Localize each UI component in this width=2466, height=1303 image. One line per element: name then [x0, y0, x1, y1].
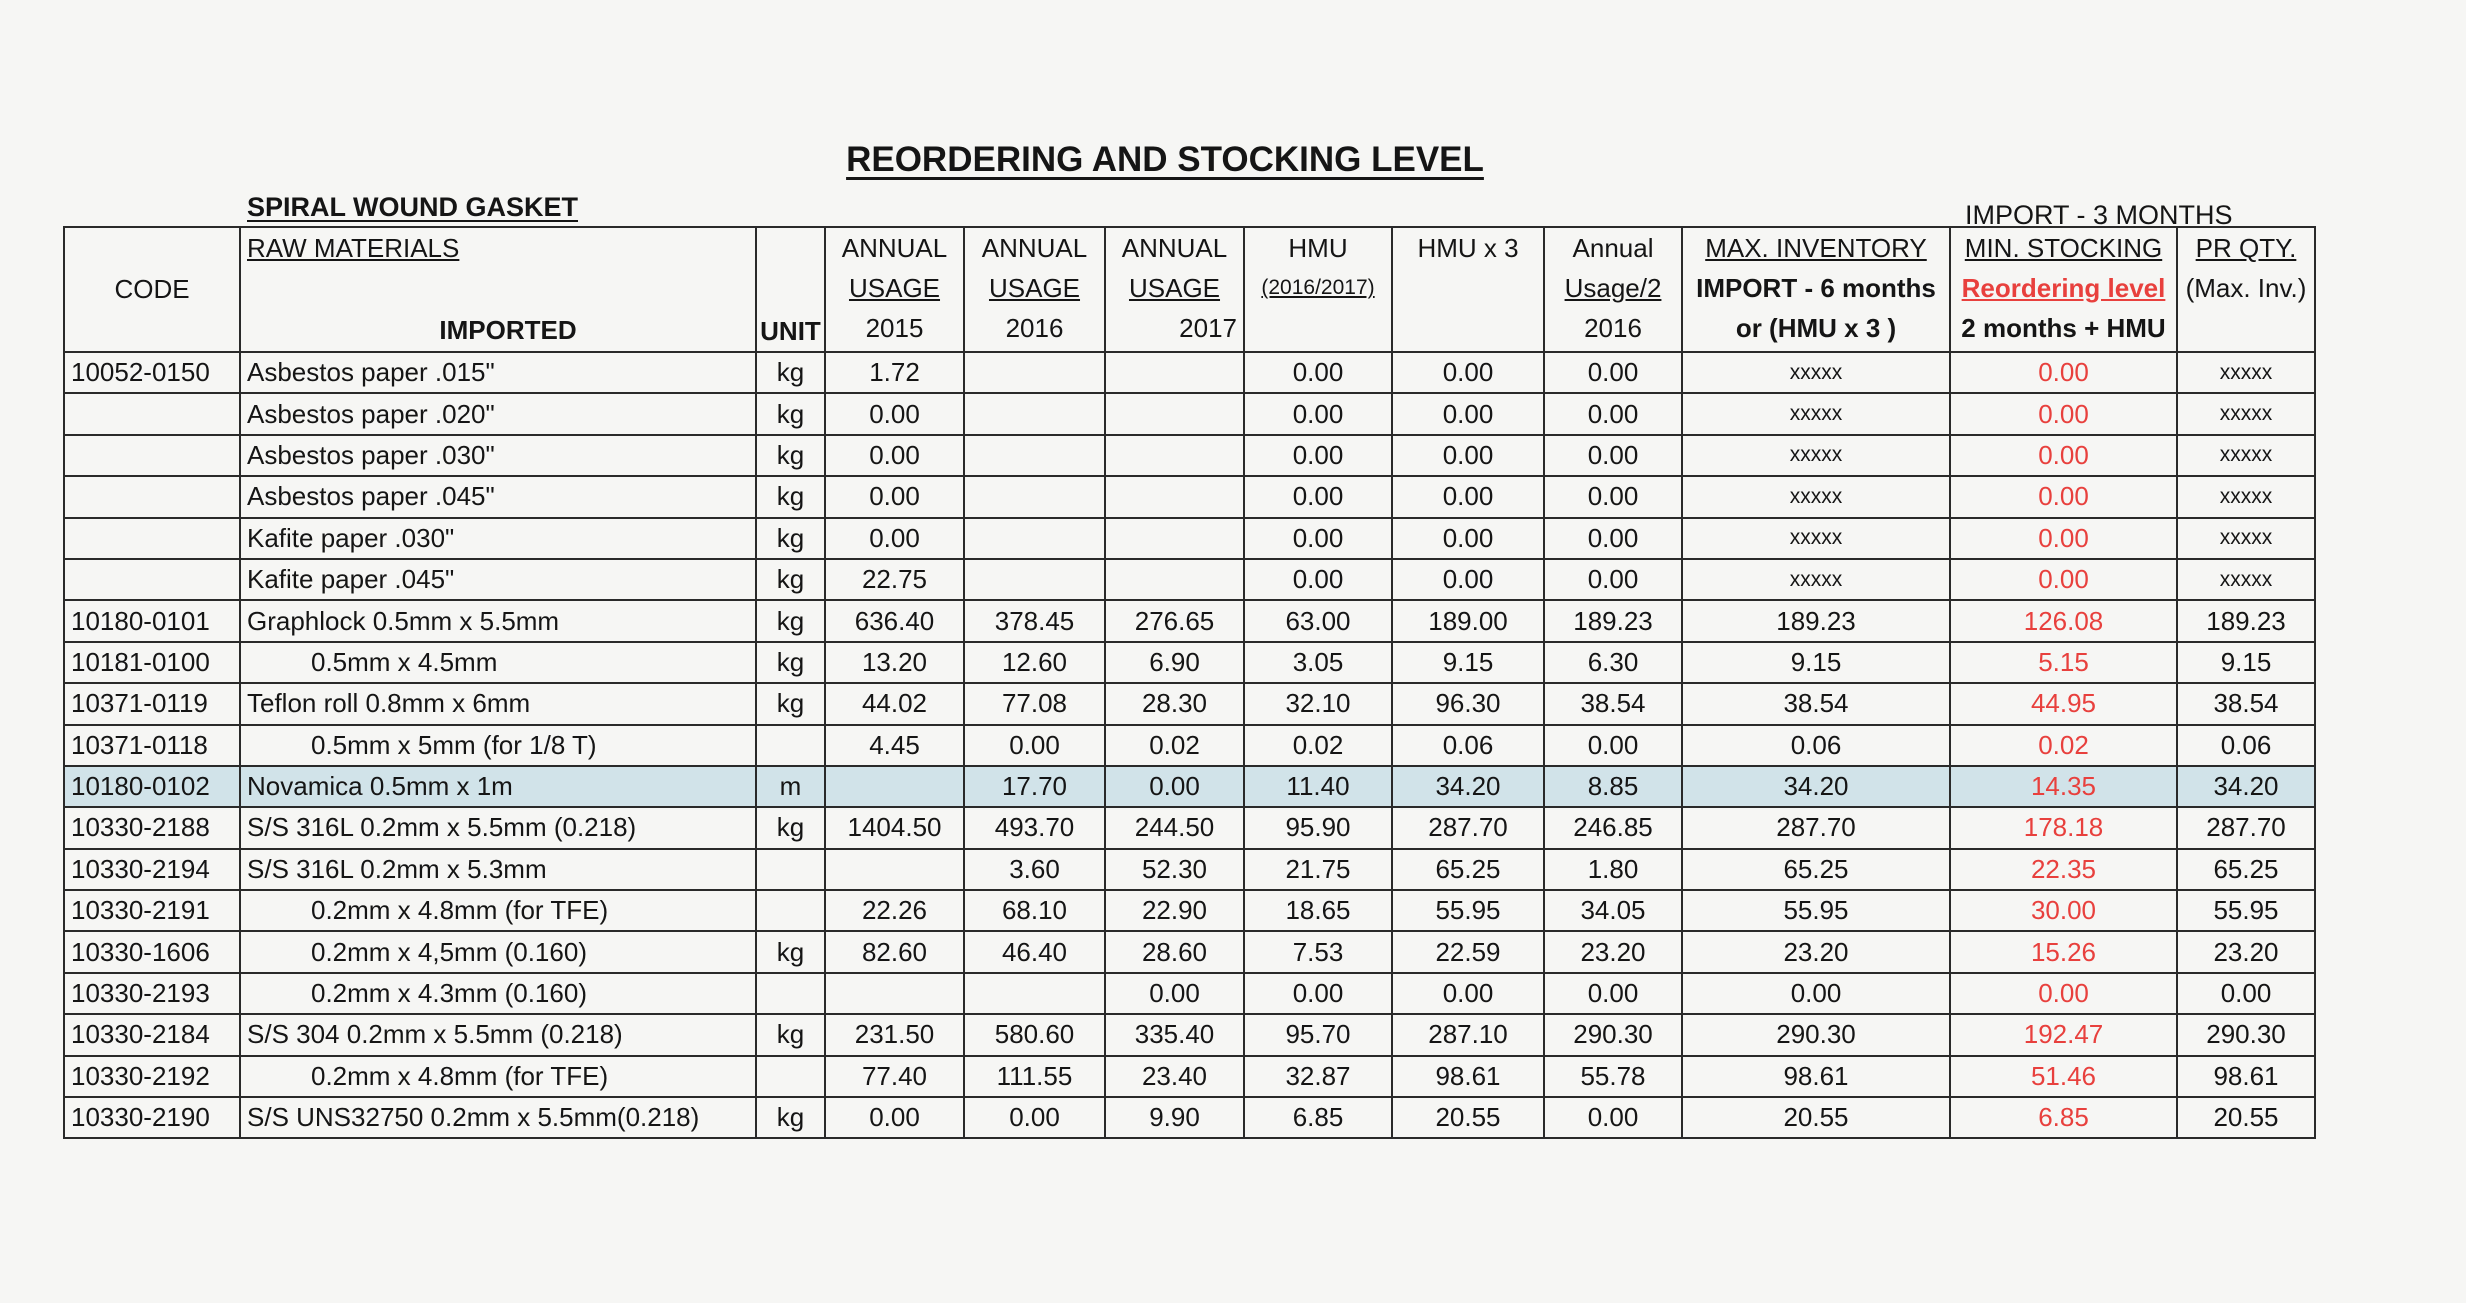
table-row — [64, 1014, 2315, 1055]
pr-qty-cell: 65.25 — [2177, 849, 2315, 890]
usage-2016-cell: 3.60 — [964, 849, 1105, 890]
usage-2017-cell: 244.50 — [1105, 807, 1244, 848]
annual-usage-half-cell: 0.00 — [1544, 352, 1682, 393]
usage-2016-cell — [964, 973, 1105, 1014]
hmu-cell: 7.53 — [1244, 931, 1392, 972]
hmu-x3-cell: 0.00 — [1392, 973, 1544, 1014]
annual-usage-half-cell: 246.85 — [1544, 807, 1682, 848]
unit-cell: m — [756, 766, 825, 807]
material-cell: Asbestos paper .015" — [240, 352, 756, 393]
hmu-x3-cell: 20.55 — [1392, 1097, 1544, 1138]
unit-header: UNIT — [756, 227, 825, 352]
usage-2016-cell — [964, 393, 1105, 434]
table-row — [64, 1097, 2315, 1138]
usage-2017-cell: 0.00 — [1105, 766, 1244, 807]
max-inventory-cell: 55.95 — [1682, 890, 1950, 931]
usage-2017-cell — [1105, 559, 1244, 600]
table-row — [64, 476, 2315, 517]
code-cell — [64, 393, 240, 434]
table-row — [64, 683, 2315, 724]
material-cell: S/S 304 0.2mm x 5.5mm (0.218) — [240, 1014, 756, 1055]
hmu-cell: 0.00 — [1244, 518, 1392, 559]
usage-2015-cell: 0.00 — [825, 393, 964, 434]
hmu-x3-cell: 98.61 — [1392, 1056, 1544, 1097]
usage-2016-cell: 378.45 — [964, 600, 1105, 641]
usage-2017-header: ANNUAL USAGE 2017 — [1105, 227, 1244, 352]
hmu-x3-cell: 55.95 — [1392, 890, 1544, 931]
material-cell: Asbestos paper .045" — [240, 476, 756, 517]
max-inventory-cell: 287.70 — [1682, 807, 1950, 848]
min-stocking-cell: 0.00 — [1950, 476, 2177, 517]
import-note: IMPORT - 3 MONTHS — [1965, 200, 2233, 230]
code-cell: 10330-1606 — [64, 931, 240, 972]
min-stocking-cell: 30.00 — [1950, 890, 2177, 931]
usage-2017-cell — [1105, 435, 1244, 476]
hmu-x3-cell: 0.00 — [1392, 393, 1544, 434]
pr-qty-cell: 290.30 — [2177, 1014, 2315, 1055]
code-cell: 10330-2193 — [64, 973, 240, 1014]
pr-qty-cell: 98.61 — [2177, 1056, 2315, 1097]
hmu-x3-cell: 0.00 — [1392, 518, 1544, 559]
table-row — [64, 849, 2315, 890]
min-stocking-cell: 0.00 — [1950, 518, 2177, 559]
pr-qty-cell: 0.06 — [2177, 725, 2315, 766]
hmu-x3-cell: 9.15 — [1392, 642, 1544, 683]
pr-qty-cell: 20.55 — [2177, 1097, 2315, 1138]
usage-2015-header: ANNUAL USAGE 2015 — [825, 227, 964, 352]
min-stocking-cell: 0.00 — [1950, 435, 2177, 476]
usage-2015-cell — [825, 766, 964, 807]
usage-2017-cell: 0.02 — [1105, 725, 1244, 766]
usage-2017-cell: 22.90 — [1105, 890, 1244, 931]
pr-qty-cell: xxxxx — [2177, 393, 2315, 434]
pr-qty-cell: xxxxx — [2177, 352, 2315, 393]
annual-usage-half-cell: 38.54 — [1544, 683, 1682, 724]
min-stocking-cell: 0.00 — [1950, 352, 2177, 393]
max-inventory-cell: 34.20 — [1682, 766, 1950, 807]
usage-2016-cell: 111.55 — [964, 1056, 1105, 1097]
hmu-cell: 0.00 — [1244, 973, 1392, 1014]
hmu-x3-cell: 0.00 — [1392, 435, 1544, 476]
annual-usage-half-cell: 8.85 — [1544, 766, 1682, 807]
table-row — [64, 766, 2315, 807]
usage-2016-cell: 580.60 — [964, 1014, 1105, 1055]
code-cell: 10052-0150 — [64, 352, 240, 393]
unit-cell: kg — [756, 642, 825, 683]
annual-usage-half-cell: 1.80 — [1544, 849, 1682, 890]
usage-2017-cell — [1105, 518, 1244, 559]
usage-2015-cell: 44.02 — [825, 683, 964, 724]
usage-2017-cell: 23.40 — [1105, 1056, 1244, 1097]
unit-cell: kg — [756, 931, 825, 972]
usage-2016-cell: 46.40 — [964, 931, 1105, 972]
table-row — [64, 393, 2315, 434]
table-row — [64, 352, 2315, 393]
usage-2015-cell: 231.50 — [825, 1014, 964, 1055]
unit-cell: kg — [756, 559, 825, 600]
usage-2015-cell: 4.45 — [825, 725, 964, 766]
unit-cell — [756, 725, 825, 766]
usage-2016-cell — [964, 518, 1105, 559]
min-stocking-header: MIN. STOCKING Reordering level 2 months + HMU — [1950, 227, 2177, 352]
usage-2015-cell: 0.00 — [825, 1097, 964, 1138]
usage-2015-cell: 22.26 — [825, 890, 964, 931]
annual-usage-half-cell: 0.00 — [1544, 973, 1682, 1014]
max-inventory-cell: xxxxx — [1682, 435, 1950, 476]
min-stocking-cell: 0.02 — [1950, 725, 2177, 766]
hmu-x3-cell: 287.70 — [1392, 807, 1544, 848]
material-cell: 0.5mm x 4.5mm — [240, 642, 756, 683]
usage-2015-cell: 22.75 — [825, 559, 964, 600]
pr-qty-cell: 287.70 — [2177, 807, 2315, 848]
raw-materials-label: RAW MATERIALS — [247, 233, 460, 263]
code-cell: 10330-2190 — [64, 1097, 240, 1138]
unit-cell: kg — [756, 393, 825, 434]
annual-usage-half-cell: 23.20 — [1544, 931, 1682, 972]
annual-usage-half-cell: 0.00 — [1544, 393, 1682, 434]
usage-2017-cell: 335.40 — [1105, 1014, 1244, 1055]
material-cell: Kafite paper .045" — [240, 559, 756, 600]
min-stocking-cell: 5.15 — [1950, 642, 2177, 683]
hmu-x3-cell: 96.30 — [1392, 683, 1544, 724]
max-inventory-cell: 38.54 — [1682, 683, 1950, 724]
min-stocking-cell: 44.95 — [1950, 683, 2177, 724]
hmu-x3-cell: 0.06 — [1392, 725, 1544, 766]
usage-2017-cell — [1105, 352, 1244, 393]
hmu-cell: 18.65 — [1244, 890, 1392, 931]
max-inventory-cell: 9.15 — [1682, 642, 1950, 683]
hmu-cell: 0.02 — [1244, 725, 1392, 766]
min-stocking-cell: 22.35 — [1950, 849, 2177, 890]
max-inventory-cell: xxxxx — [1682, 476, 1950, 517]
hmu-x3-cell: 287.10 — [1392, 1014, 1544, 1055]
material-cell: S/S 316L 0.2mm x 5.3mm — [240, 849, 756, 890]
annual-usage-half-cell: 189.23 — [1544, 600, 1682, 641]
material-cell: S/S UNS32750 0.2mm x 5.5mm(0.218) — [240, 1097, 756, 1138]
pr-qty-cell: 38.54 — [2177, 683, 2315, 724]
table-row — [64, 725, 2315, 766]
usage-2016-cell: 77.08 — [964, 683, 1105, 724]
usage-2015-cell: 636.40 — [825, 600, 964, 641]
imported-label: IMPORTED — [439, 315, 577, 345]
hmu-x3-cell: 22.59 — [1392, 931, 1544, 972]
code-cell: 10330-2188 — [64, 807, 240, 848]
usage-2016-cell: 68.10 — [964, 890, 1105, 931]
usage-2015-cell: 0.00 — [825, 435, 964, 476]
hmu-cell: 6.85 — [1244, 1097, 1392, 1138]
annual-usage-half-cell: 290.30 — [1544, 1014, 1682, 1055]
usage-2017-cell: 0.00 — [1105, 973, 1244, 1014]
pr-qty-cell: 9.15 — [2177, 642, 2315, 683]
usage-2016-cell — [964, 559, 1105, 600]
max-inventory-cell: xxxxx — [1682, 559, 1950, 600]
page-title: REORDERING AND STOCKING LEVEL — [846, 140, 1484, 179]
hmu-cell: 63.00 — [1244, 600, 1392, 641]
max-inventory-cell: xxxxx — [1682, 518, 1950, 559]
hmu-x3-cell: 189.00 — [1392, 600, 1544, 641]
usage-2015-cell: 77.40 — [825, 1056, 964, 1097]
table-row — [64, 435, 2315, 476]
hmu-cell: 95.90 — [1244, 807, 1392, 848]
usage-2016-cell: 493.70 — [964, 807, 1105, 848]
unit-cell: kg — [756, 352, 825, 393]
code-cell: 10180-0102 — [64, 766, 240, 807]
hmu-x3-cell: 65.25 — [1392, 849, 1544, 890]
material-cell: Graphlock 0.5mm x 5.5mm — [240, 600, 756, 641]
annual-usage-half-cell: 0.00 — [1544, 435, 1682, 476]
usage-2016-cell — [964, 435, 1105, 476]
usage-2015-cell: 13.20 — [825, 642, 964, 683]
min-stocking-cell: 0.00 — [1950, 393, 2177, 434]
pr-qty-cell: xxxxx — [2177, 476, 2315, 517]
hmu-x3-cell: 0.00 — [1392, 352, 1544, 393]
material-cell: 0.2mm x 4.3mm (0.160) — [240, 973, 756, 1014]
annual-usage-half-header: Annual Usage/2 2016 — [1544, 227, 1682, 352]
usage-2016-cell: 0.00 — [964, 725, 1105, 766]
usage-2016-cell — [964, 476, 1105, 517]
usage-2016-cell: 0.00 — [964, 1097, 1105, 1138]
max-inventory-header: MAX. INVENTORY IMPORT - 6 months or (HMU x 3 ) — [1682, 227, 1950, 352]
usage-2017-cell: 276.65 — [1105, 600, 1244, 641]
annual-usage-half-cell: 0.00 — [1544, 518, 1682, 559]
material-cell: Kafite paper .030" — [240, 518, 756, 559]
pr-qty-cell: xxxxx — [2177, 435, 2315, 476]
max-inventory-cell: 20.55 — [1682, 1097, 1950, 1138]
raw-materials-header — [240, 227, 756, 352]
max-inventory-cell: xxxxx — [1682, 352, 1950, 393]
usage-2015-cell — [825, 849, 964, 890]
stock-table — [63, 226, 2316, 1139]
unit-cell — [756, 973, 825, 1014]
unit-cell: kg — [756, 1097, 825, 1138]
hmu-header: HMU (2016/2017) — [1244, 227, 1392, 352]
hmu-x3-header: HMU x 3 — [1392, 227, 1544, 352]
annual-usage-half-cell: 0.00 — [1544, 1097, 1682, 1138]
hmu-cell: 0.00 — [1244, 435, 1392, 476]
material-cell: Novamica 0.5mm x 1m — [240, 766, 756, 807]
hmu-cell: 11.40 — [1244, 766, 1392, 807]
usage-2015-cell: 0.00 — [825, 518, 964, 559]
usage-2017-cell — [1105, 476, 1244, 517]
usage-2017-cell: 6.90 — [1105, 642, 1244, 683]
material-cell: S/S 316L 0.2mm x 5.5mm (0.218) — [240, 807, 756, 848]
usage-2017-cell — [1105, 393, 1244, 434]
max-inventory-cell: 0.00 — [1682, 973, 1950, 1014]
hmu-cell: 3.05 — [1244, 642, 1392, 683]
min-stocking-cell: 15.26 — [1950, 931, 2177, 972]
min-stocking-cell: 6.85 — [1950, 1097, 2177, 1138]
hmu-cell: 0.00 — [1244, 393, 1392, 434]
code-cell — [64, 518, 240, 559]
table-row — [64, 1056, 2315, 1097]
pr-qty-cell: 55.95 — [2177, 890, 2315, 931]
usage-2015-cell — [825, 973, 964, 1014]
max-inventory-cell: 290.30 — [1682, 1014, 1950, 1055]
annual-usage-half-cell: 6.30 — [1544, 642, 1682, 683]
material-cell: Asbestos paper .020" — [240, 393, 756, 434]
unit-cell — [756, 849, 825, 890]
section-subtitle: SPIRAL WOUND GASKET — [247, 192, 579, 222]
hmu-cell: 95.70 — [1244, 1014, 1392, 1055]
table-row — [64, 807, 2315, 848]
pr-qty-cell: 189.23 — [2177, 600, 2315, 641]
min-stocking-cell: 0.00 — [1950, 559, 2177, 600]
table-row — [64, 600, 2315, 641]
pr-qty-cell: 0.00 — [2177, 973, 2315, 1014]
max-inventory-cell: 0.06 — [1682, 725, 1950, 766]
hmu-cell: 0.00 — [1244, 476, 1392, 517]
usage-2015-cell: 82.60 — [825, 931, 964, 972]
code-cell: 10181-0100 — [64, 642, 240, 683]
code-cell: 10330-2184 — [64, 1014, 240, 1055]
hmu-x3-cell: 34.20 — [1392, 766, 1544, 807]
header-row — [64, 227, 2315, 352]
max-inventory-cell: 23.20 — [1682, 931, 1950, 972]
material-cell: 0.2mm x 4.8mm (for TFE) — [240, 1056, 756, 1097]
max-inventory-cell: 98.61 — [1682, 1056, 1950, 1097]
annual-usage-half-cell: 55.78 — [1544, 1056, 1682, 1097]
pr-qty-cell: 23.20 — [2177, 931, 2315, 972]
unit-cell — [756, 890, 825, 931]
code-cell: 10371-0119 — [64, 683, 240, 724]
hmu-cell: 0.00 — [1244, 352, 1392, 393]
pr-qty-cell: xxxxx — [2177, 559, 2315, 600]
code-cell: 10180-0101 — [64, 600, 240, 641]
usage-2016-cell — [964, 352, 1105, 393]
unit-cell: kg — [756, 476, 825, 517]
material-cell: 0.2mm x 4.8mm (for TFE) — [240, 890, 756, 931]
table-row — [64, 973, 2315, 1014]
max-inventory-cell: 189.23 — [1682, 600, 1950, 641]
usage-2015-cell: 1.72 — [825, 352, 964, 393]
hmu-x3-cell: 0.00 — [1392, 559, 1544, 600]
table-row — [64, 890, 2315, 931]
pr-qty-header: PR QTY. (Max. Inv.) — [2177, 227, 2315, 352]
pr-qty-cell: xxxxx — [2177, 518, 2315, 559]
unit-cell: kg — [756, 1014, 825, 1055]
min-stocking-cell: 192.47 — [1950, 1014, 2177, 1055]
min-stocking-cell: 178.18 — [1950, 807, 2177, 848]
unit-cell: kg — [756, 600, 825, 641]
usage-2015-cell: 0.00 — [825, 476, 964, 517]
unit-cell: kg — [756, 518, 825, 559]
usage-2017-cell: 28.30 — [1105, 683, 1244, 724]
code-cell: 10330-2194 — [64, 849, 240, 890]
code-cell: 10330-2191 — [64, 890, 240, 931]
hmu-cell: 32.87 — [1244, 1056, 1392, 1097]
hmu-cell: 21.75 — [1244, 849, 1392, 890]
table-row — [64, 642, 2315, 683]
usage-2017-cell: 28.60 — [1105, 931, 1244, 972]
min-stocking-cell: 126.08 — [1950, 600, 2177, 641]
hmu-x3-cell: 0.00 — [1392, 476, 1544, 517]
code-cell: 10371-0118 — [64, 725, 240, 766]
unit-cell: kg — [756, 435, 825, 476]
material-cell: Asbestos paper .030" — [240, 435, 756, 476]
unit-cell — [756, 1056, 825, 1097]
annual-usage-half-cell: 0.00 — [1544, 476, 1682, 517]
unit-cell: kg — [756, 683, 825, 724]
usage-2015-cell: 1404.50 — [825, 807, 964, 848]
min-stocking-cell: 0.00 — [1950, 973, 2177, 1014]
code-header: CODE — [64, 227, 240, 352]
annual-usage-half-cell: 0.00 — [1544, 725, 1682, 766]
max-inventory-cell: 65.25 — [1682, 849, 1950, 890]
annual-usage-half-cell: 0.00 — [1544, 559, 1682, 600]
hmu-cell: 0.00 — [1244, 559, 1392, 600]
annual-usage-half-cell: 34.05 — [1544, 890, 1682, 931]
pr-qty-cell: 34.20 — [2177, 766, 2315, 807]
code-cell — [64, 559, 240, 600]
material-cell: 0.2mm x 4,5mm (0.160) — [240, 931, 756, 972]
table-row — [64, 559, 2315, 600]
material-cell: 0.5mm x 5mm (for 1/8 T) — [240, 725, 756, 766]
usage-2016-cell: 12.60 — [964, 642, 1105, 683]
max-inventory-cell: xxxxx — [1682, 393, 1950, 434]
hmu-cell: 32.10 — [1244, 683, 1392, 724]
table-row — [64, 518, 2315, 559]
unit-cell: kg — [756, 807, 825, 848]
min-stocking-cell: 14.35 — [1950, 766, 2177, 807]
usage-2016-header: ANNUAL USAGE 2016 — [964, 227, 1105, 352]
usage-2016-cell: 17.70 — [964, 766, 1105, 807]
min-stocking-cell: 51.46 — [1950, 1056, 2177, 1097]
usage-2017-cell: 52.30 — [1105, 849, 1244, 890]
table-row — [64, 931, 2315, 972]
code-cell — [64, 476, 240, 517]
usage-2017-cell: 9.90 — [1105, 1097, 1244, 1138]
material-cell: Teflon roll 0.8mm x 6mm — [240, 683, 756, 724]
code-cell — [64, 435, 240, 476]
code-cell: 10330-2192 — [64, 1056, 240, 1097]
